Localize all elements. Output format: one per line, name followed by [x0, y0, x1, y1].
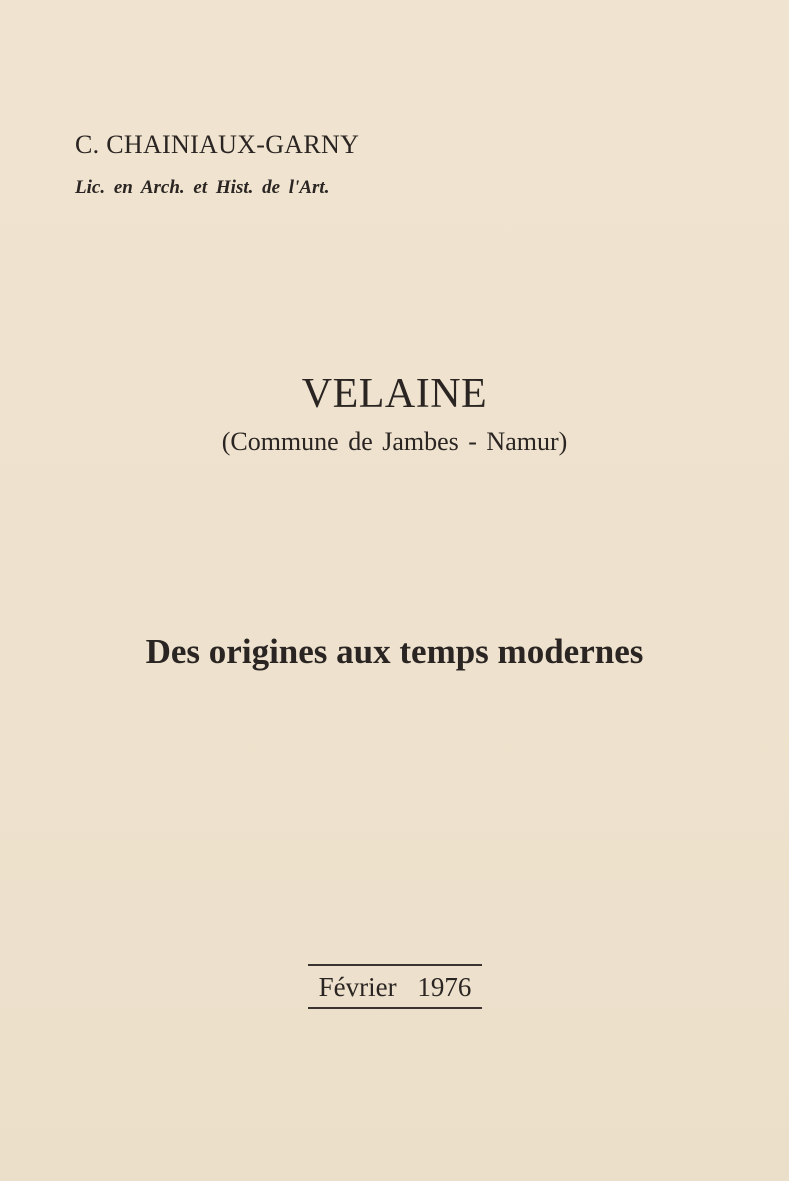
- date-top-rule: [308, 964, 482, 966]
- publication-date-block: [308, 964, 482, 1009]
- author-name: C. CHAINIAUX-GARNY: [75, 130, 360, 159]
- publication-date: Février 1976: [318, 972, 472, 1002]
- author-credentials: Lic. en Arch. et Hist. de l'Art.: [75, 177, 330, 198]
- book-subtitle: (Commune de Jambes - Namur): [221, 427, 568, 456]
- date-bottom-rule: [308, 1007, 482, 1009]
- main-heading: Des origines aux temps modernes: [145, 632, 644, 671]
- book-title: VELAINE: [301, 371, 488, 417]
